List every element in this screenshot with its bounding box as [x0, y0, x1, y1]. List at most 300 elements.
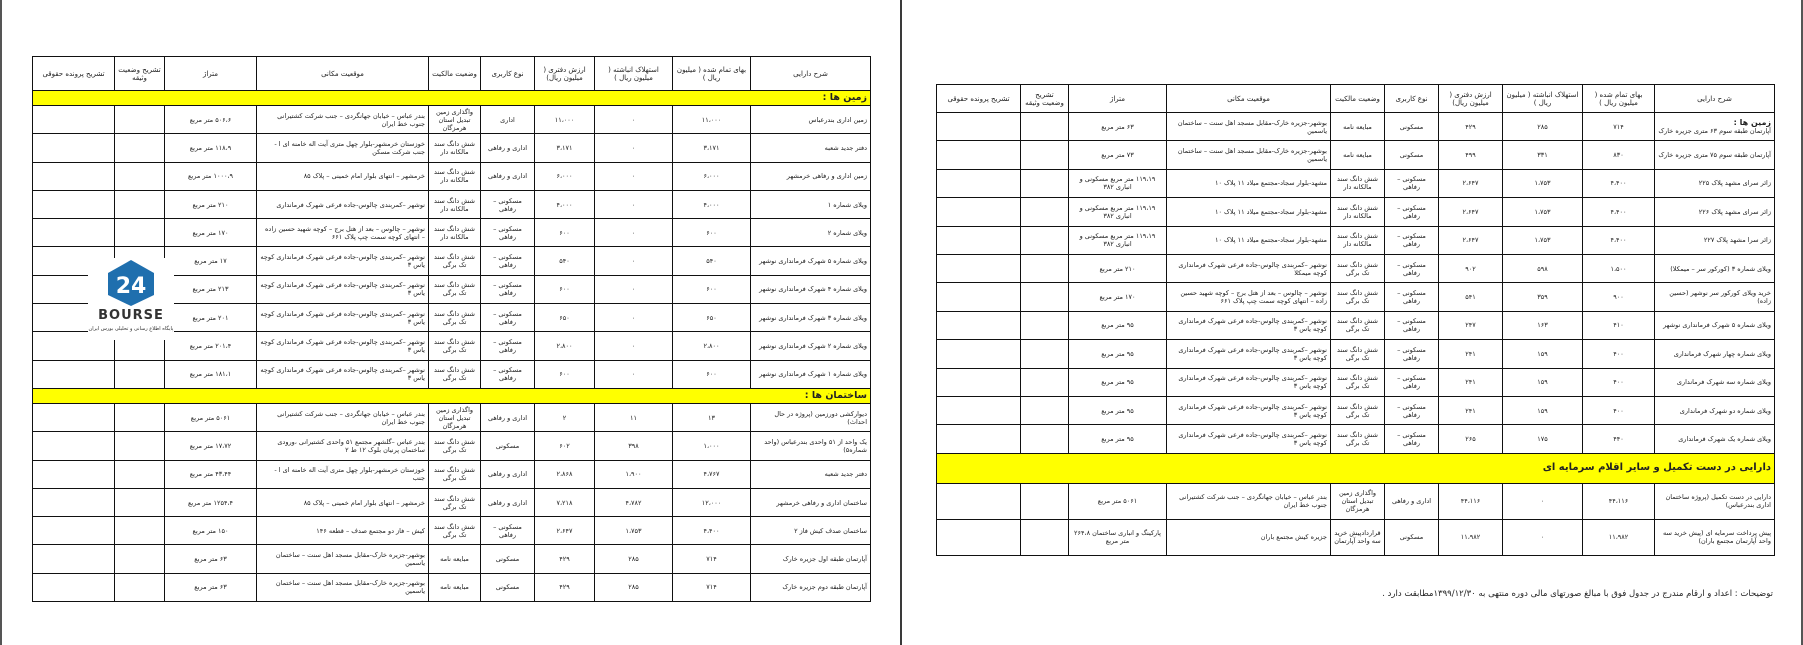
table-cell: پیش پرداخت سرمایه ای (پیش خرید سه واحد آپارتمان مجتمع باران) — [1655, 519, 1775, 555]
table-cell — [115, 219, 165, 247]
table-cell: مسکونی — [1385, 141, 1439, 169]
table-cell: شش دانگ سند تک برگی — [429, 304, 481, 332]
table-cell: ۱۵۹ — [1503, 368, 1583, 396]
table-cell: ۶۰۰ — [673, 219, 751, 247]
table-row — [33, 460, 871, 488]
table-cell: خوزستان خرمشهر-بلوار چهل متری آیت اله خامنه ای ا - جنب — [257, 460, 429, 488]
table-row — [937, 368, 1775, 396]
table-cell — [937, 340, 1021, 368]
column-header: شرح دارایی — [751, 57, 871, 91]
table-cell — [1021, 425, 1069, 453]
table-cell — [33, 106, 115, 134]
table-cell: مسکونی – رفاهی — [481, 247, 535, 275]
table-cell: ۹۵ متر مربع — [1069, 311, 1167, 339]
table-cell: نوشهر –کمربندی چالوس-جاده فرعی شهرک فرمانداری کوچه یاس ۳ — [1167, 340, 1331, 368]
table-cell: ۶۰۰ — [673, 275, 751, 303]
table-cell — [937, 396, 1021, 424]
table-cell: خوزستان خرمشهر-بلوار چهل متری آیت اله خامنه ای ا - جنب شرکت مسکن — [257, 134, 429, 162]
table-cell: ۱۷۵ — [1503, 425, 1583, 453]
table-cell: ۴۱۰ — [1583, 311, 1655, 339]
table-cell: نوشهر –کمربندی چالوس-جاده فرعی شهرک فرمانداری کوچه یاس ۳ — [1167, 425, 1331, 453]
table-cell: دفتر جدید شعبه — [751, 134, 871, 162]
table-cell: ۴۹۹ — [1439, 141, 1503, 169]
table-header — [33, 57, 871, 91]
table-cell: ۳،۱۷۱ — [535, 134, 595, 162]
table-cell: خرید ویلای کورکور سر نوشهر (حسین زاده) — [1655, 283, 1775, 311]
table-cell — [33, 403, 115, 431]
table-cell: ۶۰۰ — [535, 360, 595, 388]
table-cell — [115, 190, 165, 218]
table-cell — [937, 311, 1021, 339]
table-cell: کیش – فاز دو مجتمع صدف – قطعه ۱۴۶ — [257, 517, 429, 545]
table-cell — [33, 219, 115, 247]
table-cell: مبایعه نامه — [429, 573, 481, 601]
table-cell: ۴۴،۱۱۶ — [1583, 483, 1655, 519]
table-cell: شش دانگ سند تک برگی — [429, 460, 481, 488]
table-cell: ۲ — [535, 403, 595, 431]
table-cell: ۹۰۲ — [1439, 254, 1503, 282]
table-cell: ۱۱،۹۸۲ — [1583, 519, 1655, 555]
table-row — [937, 113, 1775, 141]
table-cell: شش دانگ سند تک برگی — [429, 517, 481, 545]
table-cell: ۹۵ متر مربع — [1069, 396, 1167, 424]
table-cell: مسکونی – رفاهی — [1385, 283, 1439, 311]
table-row — [33, 162, 871, 190]
table-cell: مسکونی – رفاهی — [481, 517, 535, 545]
table-cell: ۴،۰۰۰ — [673, 190, 751, 218]
table-cell: ۱۱۹،۱۹ متر مربع مسکونی و انباری ۳۸۲ — [1069, 198, 1167, 226]
table-cell: مسکونی – رفاهی — [1385, 340, 1439, 368]
column-header: تشریح پرونده حقوقی — [937, 85, 1021, 113]
table-cell: ۲۸۵ — [1503, 113, 1583, 141]
table-cell: ۱،۷۵۳ — [1503, 226, 1583, 254]
table-cell: شش دانگ سند تک برگی — [1331, 340, 1385, 368]
table-cell: دفتر جدید شعبه — [751, 460, 871, 488]
table-cell: شش دانگ سند تک برگی — [429, 247, 481, 275]
table-row — [937, 169, 1775, 197]
table-row — [937, 483, 1775, 519]
table-cell: ۴،۴۰۰ — [1583, 198, 1655, 226]
table-cell: مسکونی – رفاهی — [1385, 425, 1439, 453]
table-cell: نوشهر –کمربندی چالوس-جاده فرعی شهرک فرمانداری کوچه یاس ۳ — [257, 304, 429, 332]
table-cell: ۱۷ متر مربع — [165, 247, 257, 275]
section-row — [33, 388, 871, 403]
table-cell: ویلای شماره ۵ شهرک فرمانداری نوشهر — [1655, 311, 1775, 339]
table-cell — [937, 483, 1021, 519]
table-cell: ۲۸۵ — [595, 573, 673, 601]
table-cell: ۳۵۹ — [1503, 283, 1583, 311]
table-cell: ۱۵۰ متر مربع — [165, 517, 257, 545]
table-cell: ۷۱۴ — [1583, 113, 1655, 141]
table-cell: ۰ — [595, 247, 673, 275]
table-cell: شش دانگ سند مالکانه دار — [429, 219, 481, 247]
table-cell: ۱۱ — [595, 403, 673, 431]
table-cell — [33, 460, 115, 488]
table-cell: شش دانگ سند مالکانه دار — [1331, 169, 1385, 197]
table-row — [937, 425, 1775, 453]
table-cell: مسکونی — [481, 432, 535, 460]
table-cell: ۴،۴۰۰ — [1583, 169, 1655, 197]
table-cell: یک واحد از ۵۱ واحدی بندرعباس (واحد شماره۵) — [751, 432, 871, 460]
table-cell: ۲۴۱ — [1439, 368, 1503, 396]
table-cell: زمین اداری بندرعباس — [751, 106, 871, 134]
table-cell: ۲۶۵ — [1439, 425, 1503, 453]
table-cell — [1021, 254, 1069, 282]
table-cell — [1021, 169, 1069, 197]
table-cell: مشهد-بلوار سجاد-مجتمع میلاد ۱۱ پلاک ۱۰ — [1167, 169, 1331, 197]
table-cell: ۲۴۱ — [1439, 340, 1503, 368]
logo-subtitle: پایگاه اطلاع رسانی و تحلیلی بورس ایران — [88, 326, 174, 332]
table-cell — [33, 573, 115, 601]
table-cell: ۵۹۸ — [1503, 254, 1583, 282]
table-cell: ۱،۵۰۰ — [1583, 254, 1655, 282]
table-cell: ۰ — [595, 134, 673, 162]
table-row — [937, 198, 1775, 226]
table-cell: مسکونی — [481, 545, 535, 573]
table-cell — [33, 488, 115, 516]
table-cell: ۶۳ متر مربع — [165, 573, 257, 601]
table-row — [937, 226, 1775, 254]
table-cell: ۰ — [1503, 483, 1583, 519]
table-cell: ۹۵ متر مربع — [1069, 368, 1167, 396]
table-cell — [115, 106, 165, 134]
section-row — [33, 91, 871, 106]
table-cell: زائر سرا مشهد پلاک ۲۲۷ — [1655, 226, 1775, 254]
bourse-logo — [88, 258, 174, 340]
table-cell: ۲۰۱،۴ متر مربع — [165, 332, 257, 360]
column-header: ارزش دفتری ( میلیون ریال) — [1439, 85, 1503, 113]
table-cell: ۶،۰۰۰ — [535, 162, 595, 190]
table-cell — [115, 360, 165, 388]
table-cell: ۲،۶۴۷ — [535, 517, 595, 545]
table-cell: شش دانگ سند تک برگی — [1331, 283, 1385, 311]
table-cell: ۱۵۹ — [1503, 340, 1583, 368]
table-cell — [937, 254, 1021, 282]
table-cell: ۴،۰۰۰ — [535, 190, 595, 218]
table-cell: ۱۷،۷۲ متر مربع — [165, 432, 257, 460]
table-cell — [33, 545, 115, 573]
table-row — [937, 141, 1775, 169]
table-cell: نوشهر – چالوس – بعد از هتل برج – کوچه شهید حسین زاده – انتهای کوچه سمت چپ پلاک ۶۶۱ — [257, 219, 429, 247]
table-cell: ۵۰۶۱ متر مربع — [1069, 483, 1167, 519]
table-cell: زمین اداری و رفاهی خرمشهر — [751, 162, 871, 190]
table-cell: ۳،۱۷۱ — [673, 134, 751, 162]
table-cell — [1021, 483, 1069, 519]
table-cell — [937, 519, 1021, 555]
table-cell: مسکونی – رفاهی — [481, 360, 535, 388]
table-cell: مسکونی – رفاهی — [1385, 368, 1439, 396]
table-cell: مبایعه نامه — [1331, 141, 1385, 169]
table-cell: ۵۴۱ — [1439, 283, 1503, 311]
table-cell: ۲،۸۰۰ — [673, 332, 751, 360]
table-cell: ۰ — [595, 106, 673, 134]
table-cell — [115, 403, 165, 431]
table-cell: ۶۰۰ — [535, 275, 595, 303]
column-header: تشریح وضعیت وثیقه — [115, 57, 165, 91]
table-body — [937, 113, 1775, 556]
table-cell: شش دانگ سند تک برگی — [429, 432, 481, 460]
table-cell: اداری و رفاهی — [481, 134, 535, 162]
table-cell: ۴۰۰ — [1583, 340, 1655, 368]
table-cell: ۱۱۹،۱۹ متر مربع مسکونی و انباری ۳۸۲ — [1069, 169, 1167, 197]
table-cell: ۲،۶۴۷ — [1439, 169, 1503, 197]
table-cell: مشهد-بلوار سجاد-مجتمع میلاد ۱۱ پلاک ۱۰ — [1167, 198, 1331, 226]
table-cell: نوشهر –کمربندی چالوس-جاده فرعی شهرک فرمانداری کوچه یاس ۳ — [257, 247, 429, 275]
table-cell: شش دانگ سند مالکانه دار — [429, 190, 481, 218]
table-cell: نوشهر –کمربندی چالوس-جاده فرعی شهرک فرمانداری — [257, 190, 429, 218]
table-cell — [1021, 113, 1069, 141]
table-cell: ۴،۷۶۷ — [673, 460, 751, 488]
table-cell — [937, 198, 1021, 226]
table-cell: ویلای شماره ۲ شهرک فرمانداری نوشهر — [751, 332, 871, 360]
table-cell: نوشهر –کمربندی چالوس-جاده فرعی شهرک فرمانداری کوچه یاس ۳ — [257, 360, 429, 388]
table-cell: ۲۱۳ متر مربع — [165, 275, 257, 303]
table-cell — [1021, 283, 1069, 311]
table-cell: ویلای شماره ۱ — [751, 190, 871, 218]
table-row — [33, 432, 871, 460]
column-header: نوع کاربری — [481, 57, 535, 91]
table-cell: ۷۱۴ — [673, 573, 751, 601]
table-cell: مسکونی — [1385, 113, 1439, 141]
table-cell: بوشهر-جزیره خارک-مقابل مسجد اهل سنت – ساختمان یاسمین — [1167, 141, 1331, 169]
table-cell: مسکونی – رفاهی — [1385, 254, 1439, 282]
table-cell: ۰ — [595, 162, 673, 190]
table-cell: ۶۰۲ — [535, 432, 595, 460]
table-cell — [1021, 311, 1069, 339]
table-cell: ویلای شماره ۱ شهرک فرمانداری نوشهر — [751, 360, 871, 388]
table-cell: شش دانگ سند تک برگی — [429, 275, 481, 303]
table-cell: زمین ها : آپارتمان طبقه سوم ۶۳ متری جزیره خارک — [1655, 113, 1775, 141]
column-header: بهای تمام شده ( میلیون ریال ) — [673, 57, 751, 91]
table-cell: ۹۵ متر مربع — [1069, 425, 1167, 453]
table-cell: ۱۱۸،۹ متر مربع — [165, 134, 257, 162]
column-header: استهلاک انباشته ( میلیون ریال ) — [595, 57, 673, 91]
table-cell: مسکونی — [481, 573, 535, 601]
table-cell: ۰ — [595, 275, 673, 303]
table-cell: ۷۳ متر مربع — [1069, 141, 1167, 169]
table-cell: مشهد-بلوار سجاد-مجتمع میلاد ۱۱ پلاک ۱۰ — [1167, 226, 1331, 254]
table-cell: مسکونی — [1385, 519, 1439, 555]
table-cell: نوشهر –کمربندی چالوس-جاده فرعی شهرک فرمانداری کوچه میمکلا — [1167, 254, 1331, 282]
table-row — [33, 488, 871, 516]
table-cell: ۵۰۶،۶ متر مربع — [165, 106, 257, 134]
column-header: وضعیت مالکیت — [1331, 85, 1385, 113]
table-cell — [1021, 396, 1069, 424]
table-row — [33, 403, 871, 431]
inline-section-title: زمین ها : — [1733, 117, 1771, 127]
table-cell — [937, 368, 1021, 396]
table-row — [33, 190, 871, 218]
table-cell: دیوارکشی دورزمین (پروژه در حال احداث) — [751, 403, 871, 431]
table-cell — [115, 460, 165, 488]
table-cell: واگذاری زمین تبدیل استان هرمزگان — [1331, 483, 1385, 519]
table-cell: ۰ — [595, 332, 673, 360]
table-row — [33, 517, 871, 545]
table-cell: ۱،۰۰۰ — [673, 432, 751, 460]
table-cell: مبایعه نامه — [1331, 113, 1385, 141]
table-cell: ویلای شماره سه شهرک فرمانداری — [1655, 368, 1775, 396]
table-cell — [937, 226, 1021, 254]
table-cell: ۶۵۰ — [535, 304, 595, 332]
section-title: دارایی در دست تکمیل و سایر اقلام سرمایه ای — [937, 453, 1775, 483]
table-cell: ۱،۷۵۳ — [1503, 198, 1583, 226]
table-header — [937, 85, 1775, 113]
table-cell: نوشهر –کمربندی چالوس-جاده فرعی شهرک فرمانداری کوچه یاس ۳ — [1167, 311, 1331, 339]
table-cell: ساختمان اداری و رفاهی خرمشهر — [751, 488, 871, 516]
table-cell: اداری و رفاهی — [481, 162, 535, 190]
table-cell: مسکونی – رفاهی — [1385, 396, 1439, 424]
table-cell: ۶۳ متر مربع — [165, 545, 257, 573]
column-header: موقعیت مکانی — [1167, 85, 1331, 113]
column-header: ارزش دفتری ( میلیون ریال) — [535, 57, 595, 91]
table-cell: ۹۰۰ — [1583, 283, 1655, 311]
table-cell: ۲۸۵ — [595, 545, 673, 573]
table-cell: ۰ — [595, 360, 673, 388]
table-cell: ۶۳ متر مربع — [1069, 113, 1167, 141]
table-cell: اداری و رفاهی — [481, 460, 535, 488]
table-cell: نوشهر – چالوس – بعد از هتل برج – کوچه شهید حسین زاده – انتهای کوچه سمت چپ پلاک ۶۶۱ — [1167, 283, 1331, 311]
table-cell: آپارتمان طبقه اول جزیره خارک — [751, 545, 871, 573]
table-cell: نوشهر –کمربندی چالوس-جاده فرعی شهرک فرمانداری کوچه یاس ۳ — [1167, 396, 1331, 424]
table-body — [33, 91, 871, 602]
column-header: متراژ — [1069, 85, 1167, 113]
table-cell: قراردادپیش خرید سه واحد آپارتمان — [1331, 519, 1385, 555]
table-cell: نوشهر –کمربندی چالوس-جاده فرعی شهرک فرمانداری کوچه یاس ۳ — [257, 275, 429, 303]
table-cell: ۲۱۰ متر مربع — [1069, 254, 1167, 282]
table-cell: شش دانگ سند تک برگی — [1331, 396, 1385, 424]
header-row — [937, 85, 1775, 113]
assets-table-right — [936, 84, 1775, 556]
column-header: نوع کاربری — [1385, 85, 1439, 113]
table-cell: ۰ — [595, 190, 673, 218]
table-cell: ۴۲۹ — [1439, 113, 1503, 141]
table-row — [937, 340, 1775, 368]
table-cell — [115, 488, 165, 516]
table-cell: ۱۷۰ متر مربع — [1069, 283, 1167, 311]
table-cell — [115, 517, 165, 545]
table-cell — [115, 545, 165, 573]
table-cell: ۲،۶۴۷ — [1439, 198, 1503, 226]
table-cell: جزیره کیش مجتمع باران — [1167, 519, 1331, 555]
column-header: تشریح وضعیت وثیقه — [1021, 85, 1069, 113]
table-cell: ویلای شماره دو شهرک فرمانداری — [1655, 396, 1775, 424]
table-cell: ۲،۸۰۰ — [535, 332, 595, 360]
table-row — [937, 396, 1775, 424]
table-cell: ۱۸۱،۱ متر مربع — [165, 360, 257, 388]
table-cell: ۴،۷۸۲ — [595, 488, 673, 516]
table-cell: ۱۰۰۰،۹ متر مربع — [165, 162, 257, 190]
footnote: توضیحات : اعداد و ارقام مندرج در جدول فوق با مبالغ صورتهای مالی دوره منتهی به ۱۳۹۹/۱۲/۳۰مطابقت دارد . — [1382, 589, 1773, 599]
table-cell: مسکونی – رفاهی — [481, 332, 535, 360]
table-cell: ویلای شماره ۲ — [751, 219, 871, 247]
table-row — [33, 106, 871, 134]
table-cell: ۰ — [595, 219, 673, 247]
table-cell: ۴،۴۰۰ — [673, 517, 751, 545]
table-cell: مسکونی – رفاهی — [481, 190, 535, 218]
table-cell: ۰ — [595, 304, 673, 332]
column-header: متراژ — [165, 57, 257, 91]
table-cell — [1021, 141, 1069, 169]
table-cell: ویلای شماره ۴ شهرک فرمانداری نوشهر — [751, 275, 871, 303]
table-cell — [33, 517, 115, 545]
table-cell — [115, 432, 165, 460]
table-cell: ۰ — [1503, 519, 1583, 555]
table-cell: دارایی در دست تکمیل (پروژه ساختمان اداری بندرعباس) — [1655, 483, 1775, 519]
table-cell: ۱۱۹،۱۹ متر مربع مسکونی و انباری ۳۸۲ — [1069, 226, 1167, 254]
table-cell: مسکونی – رفاهی — [481, 304, 535, 332]
table-cell: ۶۰۰ — [535, 219, 595, 247]
table-cell: مسکونی – رفاهی — [481, 219, 535, 247]
table-cell: مسکونی – رفاهی — [481, 275, 535, 303]
table-cell: شش دانگ سند تک برگی — [1331, 311, 1385, 339]
table-row — [937, 311, 1775, 339]
table-cell — [937, 141, 1021, 169]
table-cell: پارکینگ و انباری ساختمان ۲۶۴،۸ متر مربع — [1069, 519, 1167, 555]
table-cell — [115, 134, 165, 162]
table-cell: ۷،۲۱۸ — [535, 488, 595, 516]
table-cell: بندر عباس –گلشهر مجتمع ۵۱ واحدی کشتیرانی ،ورودی ساختمان پرنیان بلوک ۱۲ ط ۲ — [257, 432, 429, 460]
table-cell — [33, 162, 115, 190]
table-cell — [1021, 368, 1069, 396]
column-header: بهای تمام شده ( میلیون ریال ) — [1583, 85, 1655, 113]
table-cell: ۴،۴۰۰ — [1583, 226, 1655, 254]
table-cell: ۱،۷۵۳ — [1503, 169, 1583, 197]
table-cell: ۲۰۱ متر مربع — [165, 304, 257, 332]
table-cell: نوشهر –کمربندی چالوس-جاده فرعی شهرک فرمانداری کوچه یاس ۳ — [257, 332, 429, 360]
table-cell: بندر عباس – خیابان جهانگردی – جنب شرکت کشتیرانی جنوب خط ایران — [1167, 483, 1331, 519]
table-cell: ویلای شماره یک شهرک فرمانداری — [1655, 425, 1775, 453]
table-cell: ۶۵۰ — [673, 304, 751, 332]
table-cell: ۸۳۰ — [1583, 141, 1655, 169]
bourse-logo-icon — [104, 258, 158, 308]
table-cell — [937, 283, 1021, 311]
table-cell: ۱۱،۹۸۲ — [1439, 519, 1503, 555]
table-cell: ویلای شماره ۳ شهرک فرمانداری نوشهر — [751, 304, 871, 332]
table-row — [33, 134, 871, 162]
table-cell: ۴۴،۱۱۶ — [1439, 483, 1503, 519]
table-cell: ۷۱۴ — [673, 545, 751, 573]
column-header: شرح دارایی — [1655, 85, 1775, 113]
column-header: استهلاک انباشته ( میلیون ریال ) — [1503, 85, 1583, 113]
table-cell: شش دانگ سند تک برگی — [1331, 368, 1385, 396]
table-cell: نوشهر –کمربندی چالوس-جاده فرعی شهرک فرمانداری کوچه یاس ۳ — [1167, 368, 1331, 396]
table-cell: ۱،۷۵۳ — [595, 517, 673, 545]
table-cell: ۲۱۰ متر مربع — [165, 190, 257, 218]
table-cell: ۴۳،۴۴ متر مربع — [165, 460, 257, 488]
table-cell: ۳۳۱ — [1503, 141, 1583, 169]
table-cell: مسکونی – رفاهی — [1385, 226, 1439, 254]
table-cell: ۱۱،۰۰۰ — [673, 106, 751, 134]
table-cell: اداری و رفاهی — [1385, 483, 1439, 519]
table-cell: زائر سرای مشهد پلاک ۲۲۶ — [1655, 198, 1775, 226]
table-cell: واگذاری زمین تبدیل استان هرمزگان — [429, 106, 481, 134]
table-cell: ۱۷۰ متر مربع — [165, 219, 257, 247]
table-row — [33, 573, 871, 601]
table-cell: ۴۲۹ — [535, 573, 595, 601]
table-cell: زائر سرای مشهد پلاک ۲۲۵ — [1655, 169, 1775, 197]
table-cell: مبایعه نامه — [429, 545, 481, 573]
table-cell: بندر عباس – خیابان جهانگردی – جنب شرکت کشتیرانی جنوب خط ایران — [257, 403, 429, 431]
table-cell: ۲۴۱ — [1439, 396, 1503, 424]
logo-text: BOURSE — [98, 308, 164, 323]
table-cell: ۴۴۰ — [1583, 425, 1655, 453]
table-cell — [33, 134, 115, 162]
table-cell: مسکونی – رفاهی — [1385, 311, 1439, 339]
table-cell: شش دانگ سند تک برگی — [1331, 254, 1385, 282]
table-cell: بوشهر-جزیره خارک-مقابل مسجد اهل سنت – ساختمان یاسمین — [257, 573, 429, 601]
table-cell: ۱،۹۰۰ — [595, 460, 673, 488]
table-cell: ۴۰۰ — [1583, 396, 1655, 424]
